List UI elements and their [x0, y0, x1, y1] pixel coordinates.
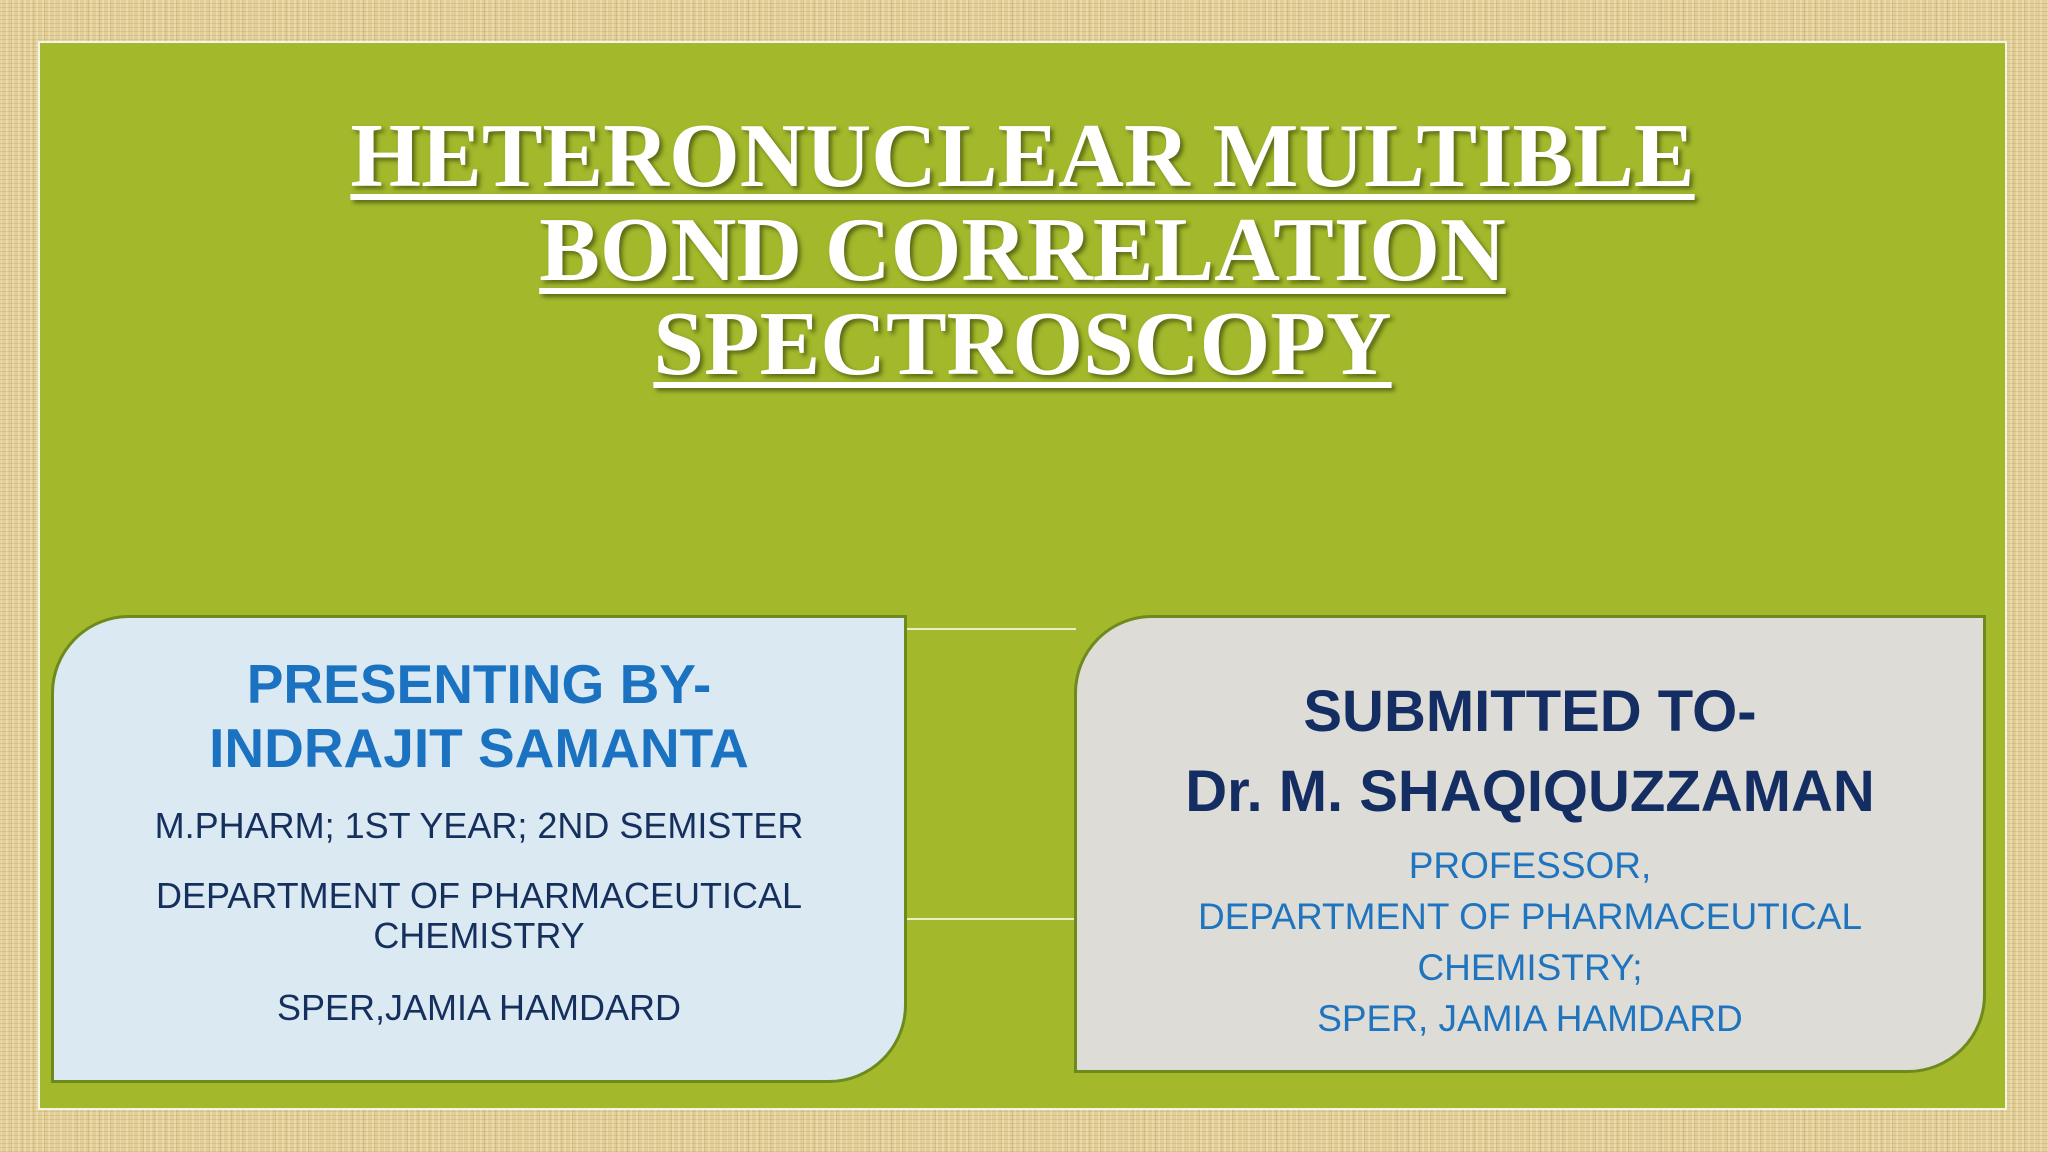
- supervisor-heading: SUBMITTED TO-: [1303, 679, 1757, 744]
- connector-line-top: [905, 628, 1076, 630]
- presenter-department-line-1: DEPARTMENT OF PHARMACEUTICAL: [155, 875, 803, 916]
- presenter-department-line-2: CHEMISTRY: [373, 915, 585, 956]
- title-line-2: BOND CORRELATION: [539, 199, 1506, 300]
- presenter-course: M.PHARM; 1ST YEAR; 2ND SEMISTER: [154, 805, 804, 846]
- supervisor-box: [1074, 615, 1986, 1073]
- connector-line-bottom: [905, 918, 1076, 920]
- supervisor-department-line-2: CHEMISTRY;: [1417, 947, 1643, 988]
- title-line-1: HETERONUCLEAR MULTIBLE: [350, 105, 1695, 206]
- presenter-box: [51, 615, 907, 1083]
- slide-canvas: [38, 41, 2007, 1110]
- supervisor-title: PROFESSOR,: [1408, 845, 1652, 886]
- supervisor-name: Dr. M. SHAQIQUZZAMAN: [1185, 759, 1875, 824]
- supervisor-department-line-1: DEPARTMENT OF PHARMACEUTICAL: [1197, 896, 1863, 937]
- presenter-name: INDRAJIT SAMANTA: [209, 717, 749, 779]
- presenter-heading: PRESENTING BY-: [246, 653, 712, 715]
- presenter-institution: SPER,JAMIA HAMDARD: [276, 987, 682, 1028]
- slide-title: [40, 105, 2005, 394]
- supervisor-institution: SPER, JAMIA HAMDARD: [1317, 998, 1743, 1039]
- title-line-3: SPECTROSCOPY: [653, 293, 1392, 394]
